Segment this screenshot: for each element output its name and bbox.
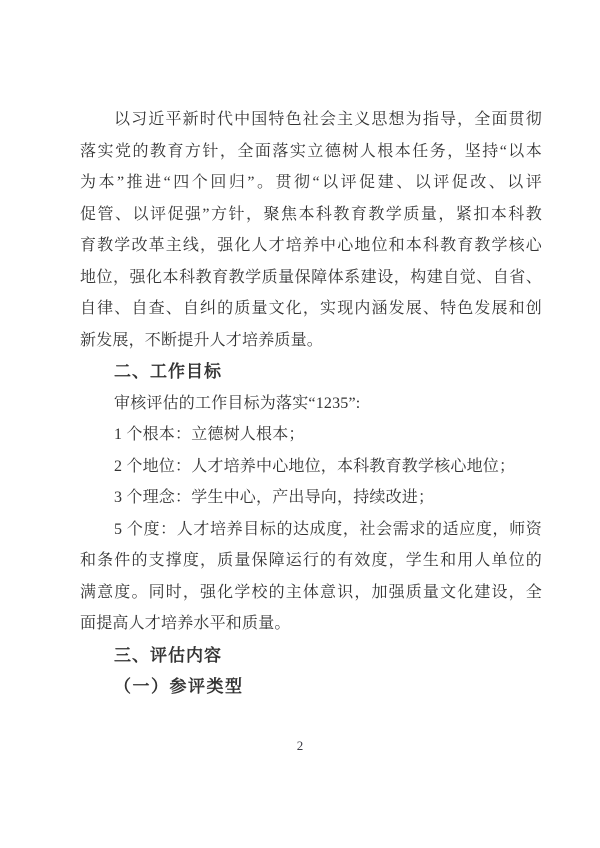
text-line: 和条件的支撑度，质量保障运行的有效度，学生和用人单位的	[80, 552, 542, 569]
text-line: 新发展，不断提升人才培养质量。	[80, 331, 324, 349]
text-line: 面提高人才培养水平和质量。	[80, 615, 291, 632]
text-line: 3 个理念：学生中心，产出导向，持续改进；	[114, 489, 435, 506]
text-line: 以习近平新时代中国特色社会主义思想为指导，全面贯彻	[114, 111, 542, 128]
text-line: 二、工作目标	[114, 362, 222, 381]
paragraph	[80, 419, 542, 451]
text-line: 育教学改革主线，强化人才培养中心地位和本科教育教学核心	[80, 237, 542, 254]
text-line: 三、评估内容	[114, 645, 222, 665]
paragraph	[80, 482, 542, 514]
text-line: 1 个根本：立德树人根本；	[114, 426, 305, 443]
page-number: 2	[296, 738, 304, 753]
text-line: 满意度。同时，强化学校的主体意识，加强质量文化建设，全	[80, 583, 542, 601]
text-line: （一）参评类型	[114, 677, 244, 696]
text-line: 5 个度：人才培养目标的达成度，社会需求的适应度，师资	[114, 520, 542, 538]
paragraph	[80, 451, 542, 483]
heading	[80, 356, 542, 388]
document-body	[80, 104, 542, 703]
paragraph	[80, 514, 542, 640]
paragraph	[80, 104, 542, 356]
text-line: 2 个地位：人才培养中心地位，本科教育教学核心地位；	[114, 457, 516, 475]
text-line: 为本”推进“四个回归”。贯彻“以评促建、以评促改、以评	[80, 174, 542, 191]
text-line: 审核评估的工作目标为落实“1235”:	[114, 394, 361, 412]
text-line: 落实党的教育方针，全面落实立德树人根本任务，坚持“以本	[80, 142, 542, 160]
subheading	[80, 671, 542, 703]
text-line: 自律、自查、自纠的质量文化，实现内涵发展、特色发展和创	[80, 300, 542, 317]
text-line: 促管、以评促强”方针，聚焦本科教育教学质量，紧扣本科教	[80, 205, 542, 223]
text-line: 地位，强化本科教育教学质量保障体系建设，构建自觉、自省、	[80, 268, 542, 286]
paragraph	[80, 388, 542, 420]
heading	[80, 640, 542, 672]
